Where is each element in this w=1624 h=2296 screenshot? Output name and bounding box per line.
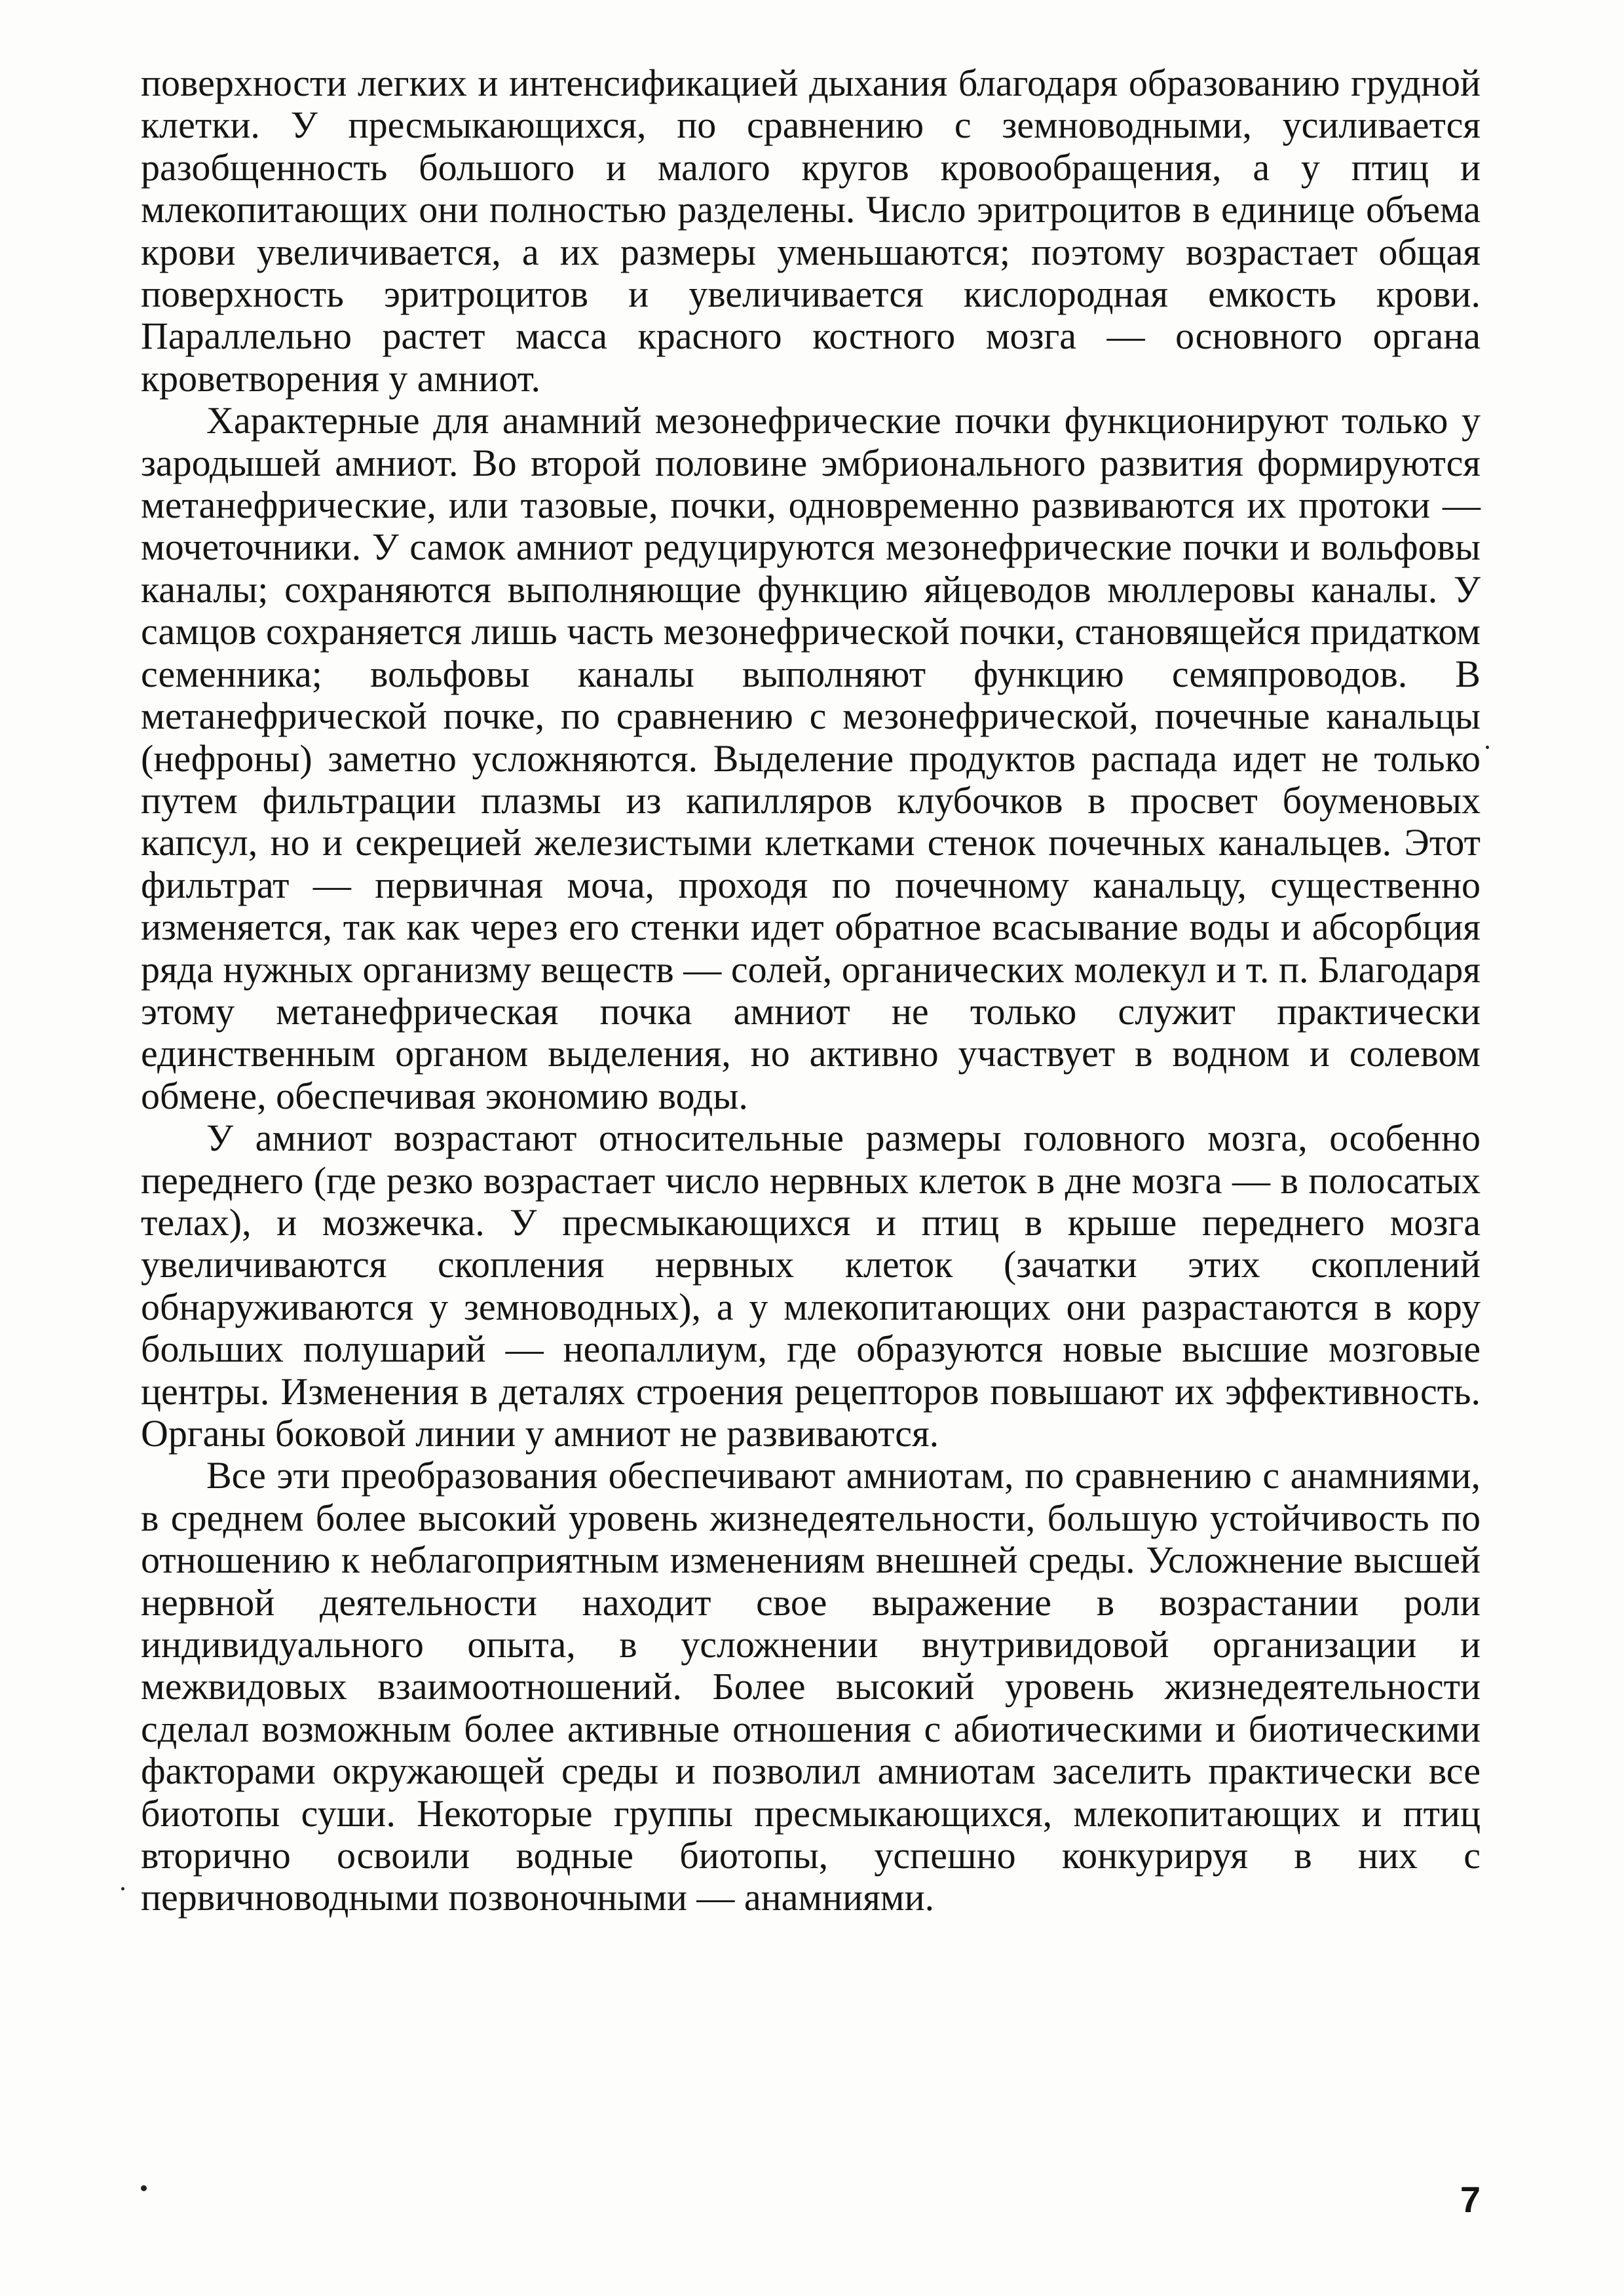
paragraph-kidneys: Характерные для анамний мезонефрические почки функционируют только у зародышей амниот. Во второй половине эмбрионального развития формируются метанефрические, или тазовые, почки, одновременно развиваются их протоки — мочеточники. У самок амниот редуцируются мезонефрические почки и вольфовы каналы; сохраняются выполняющие функцию яйцеводов мюллеровы каналы. У самцов сохраняется лишь часть мезонефрической почки, становящейся придатком семенника; вольфовы каналы выполняют функцию семяпроводов. В метанефрической почке, по сравнению с мезонефрической, почечные канальцы (нефроны) заметно усложняются. Выделение продуктов распада идет не только путем фильтрации плазмы из капилляров клубочков в просвет боуменовых капсул, но и секрецией железистыми клетками стенок почечных канальцев. Этот фильтрат — первичная моча, проходя по почечному канальцу, существенно изменяется, так как через его стенки идет обратное всасывание воды и абсорбция ряда нужных организму веществ — солей, органических молекул и т. п. Благодаря этому метанефрическая почка амниот не только служит практически единственным органом выделения, но активно участвует в водном и солевом обмене, обеспечивая экономию воды. (141, 399, 1481, 1117)
paragraph-summary: Все эти преобразования обеспечивают амниотам, по сравнению с анамниями, в среднем более высокий уровень жизнедеятельности, большую устойчивость по отношению к неблагоприятным изменениям внешней среды. Усложнение высшей нервной деятельности находит свое выражение в возрастании роли индивидуального опыта, в усложнении внутривидовой организации и межвидовых взаимоотношений. Более высокий уровень жизнедеятельности сделал возможным более активные отношения с абиотическими и биотическими факторами окружающей среды и позволил амниотам заселить практически все биотопы суши. Некоторые группы пресмыкающихся, млекопитающих и птиц вторично освоили водные биотопы, успешно конкурируя в них с первичноводными позвоночными — анамниями. (141, 1454, 1481, 1919)
page-number: 7 (1460, 2179, 1481, 2220)
scan-speck (1486, 746, 1489, 749)
scan-speck (141, 2185, 147, 2191)
paragraph-brain: У амниот возрастают относительные размеры головного мозга, особенно переднего (где резко возрастает число нервных клеток в дне мозга — в полосатых телах), и мозжечка. У пресмыкающихся и птиц в крыше переднего мозга увеличиваются скопления нервных клеток (зачатки этих скоплений обнаруживаются у земноводных), а у млекопитающих они разрастаются в кору больших полушарий — неопаллиум, где образуются новые высшие мозговые центры. Изменения в деталях строения рецепторов повышают их эффективность. Органы боковой линии у амниот не развиваются. (141, 1117, 1481, 1455)
body-text (141, 62, 1481, 1919)
scan-speck (121, 1887, 124, 1890)
paragraph-continued: поверхности легких и интенсификацией дыхания благодаря образованию грудной клетки. У пресмыкающихся, по сравнению с земноводными, усиливается разобщенность большого и малого кругов кровообращения, а у птиц и млекопитающих они полностью разделены. Число эритроцитов в единице объема крови увеличивается, а их размеры уменьшаются; поэтому возрастает общая поверхность эритроцитов и увеличивается кислородная емкость крови. Параллельно растет масса красного костного мозга — основного органа кроветворения у амниот. (141, 62, 1481, 400)
